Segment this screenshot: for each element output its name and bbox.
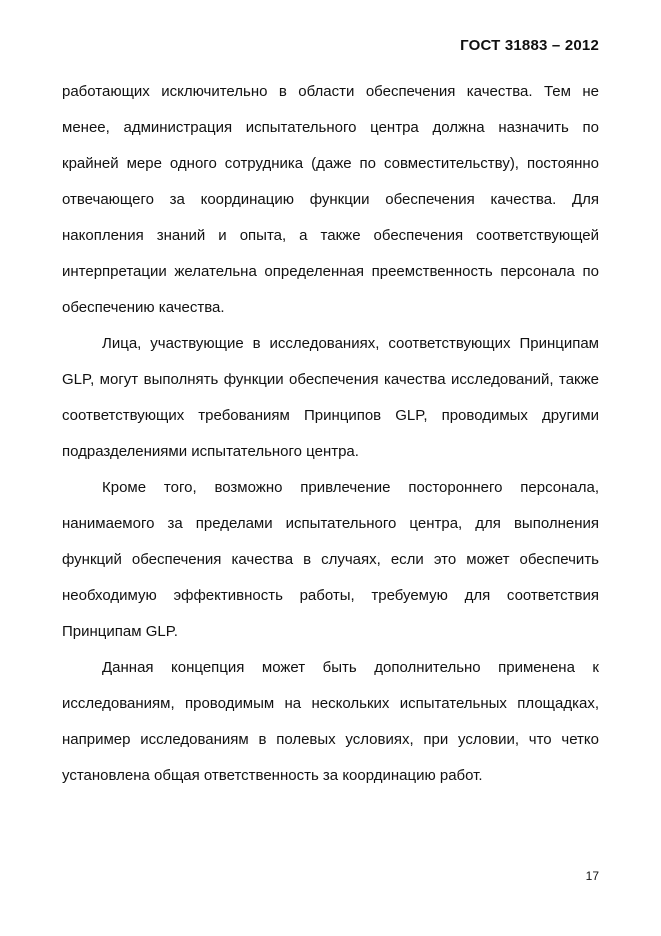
paragraph-continuation: работающих исключительно в области обеспечения качества. Тем не менее, администрация испытательного центра должна назначить по крайней мере одного сотрудника (даже по совместительству), постоянно отвечающего за координацию функции обеспечения качества. Для накопления знаний и опыта, а также обеспечения соответствующей интерпретации желательна определенная преемственность персонала по обеспечению качества. bbox=[62, 83, 599, 316]
paragraph-qa-personnel: Лица, участвующие в исследованиях, соответствующих Принципам GLP, могут выполнять функции обеспечения качества исследований, также соответствующих требованиям Принципов GLP, проводимых другими подразделениями испытательного центра. bbox=[62, 335, 599, 460]
paragraph-external-personnel: Кроме того, возможно привлечение постороннего персонала, нанимаемого за пределами испытательного центра, для выполнения функций обеспечения качества в случаях, если это может обеспечить необходимую эффективность работы, требуемую для соответствия Принципам GLP. bbox=[62, 479, 599, 640]
paragraph-multi-site: Данная концепция может быть дополнительно применена к исследованиям, проводимым на нескольких испытательных площадках, например исследованиям в полевых условиях, при условии, что четко установлена общая ответственность за координацию работ. bbox=[62, 659, 599, 784]
document-body bbox=[62, 74, 599, 794]
page-number: 17 bbox=[585, 869, 599, 883]
document-header: ГОСТ 31883 – 2012 bbox=[460, 37, 599, 54]
